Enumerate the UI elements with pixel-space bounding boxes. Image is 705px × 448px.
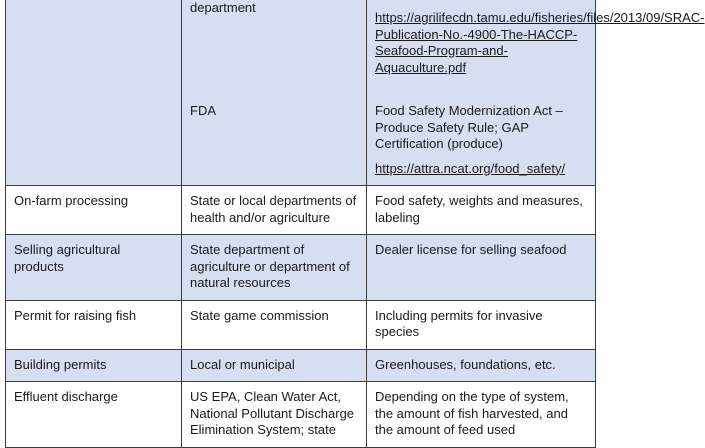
agency-text: department — [190, 0, 256, 15]
agency-cell — [182, 349, 367, 382]
haccp-publication-link[interactable]: https://agrilifecdn.tamu.edu/fisheries/files/2013/09/SRAC-Publication-No.-4900-The-HACCP-Seafood-Program-and-Aquaculture.pdf — [375, 10, 705, 75]
activity-cell — [6, 382, 182, 448]
agency-text: State or local departments of health and/or agriculture — [190, 193, 357, 225]
requirement-text: Food Safety Modernization Act – Produce Safety Rule; GAP Certification (produce) — [375, 103, 563, 151]
regulations-table — [5, 0, 705, 448]
requirement-cell — [367, 0, 705, 186]
activity-cell — [6, 186, 182, 235]
table-row — [6, 186, 596, 235]
requirement-text: Food safety, weights and measures, labeling — [375, 193, 583, 225]
table-row — [6, 349, 596, 382]
requirement-cell — [367, 349, 596, 382]
table-row — [6, 382, 596, 448]
table-row — [6, 300, 596, 349]
agency-cell — [182, 0, 367, 186]
agency-cell — [182, 235, 367, 301]
requirement-text: Including permits for invasive species — [375, 307, 543, 339]
agency-text-fda: FDA — [190, 102, 216, 118]
requirement-text: Dealer license for selling seafood — [375, 242, 567, 257]
agency-cell — [182, 186, 367, 235]
activity-text: Selling agricultural products — [14, 242, 121, 274]
requirement-cell — [367, 382, 596, 448]
requirement-cell — [367, 235, 596, 301]
activity-text: On-farm processing — [14, 193, 129, 208]
agency-cell — [182, 382, 367, 448]
activity-cell — [6, 349, 182, 382]
agency-text: State department of agriculture or department of natural resources — [190, 242, 350, 290]
agency-text: State game commission — [190, 307, 329, 323]
activity-text: Permit for raising fish — [14, 307, 137, 323]
agency-cell — [182, 300, 367, 349]
activity-cell — [6, 300, 182, 349]
table-row — [6, 235, 596, 301]
table-row — [6, 0, 596, 186]
activity-cell — [6, 235, 182, 301]
agency-text: Local or municipal — [190, 356, 295, 372]
requirement-cell — [367, 300, 596, 349]
activity-cell — [6, 0, 182, 186]
activity-text: Building permits — [14, 356, 107, 372]
activity-text: Effluent discharge — [14, 389, 118, 404]
agency-text: US EPA, Clean Water Act, National Pollutant Discharge Elimination System; state — [190, 389, 355, 437]
attra-food-safety-link[interactable]: https://attra.ncat.org/food_safety/ — [375, 160, 566, 176]
requirement-text: Greenhouses, foundations, etc. — [375, 356, 556, 372]
requirement-text: Depending on the type of system, the amount of fish harvested, and the amount of feed used — [375, 389, 569, 437]
requirement-cell — [367, 186, 596, 235]
